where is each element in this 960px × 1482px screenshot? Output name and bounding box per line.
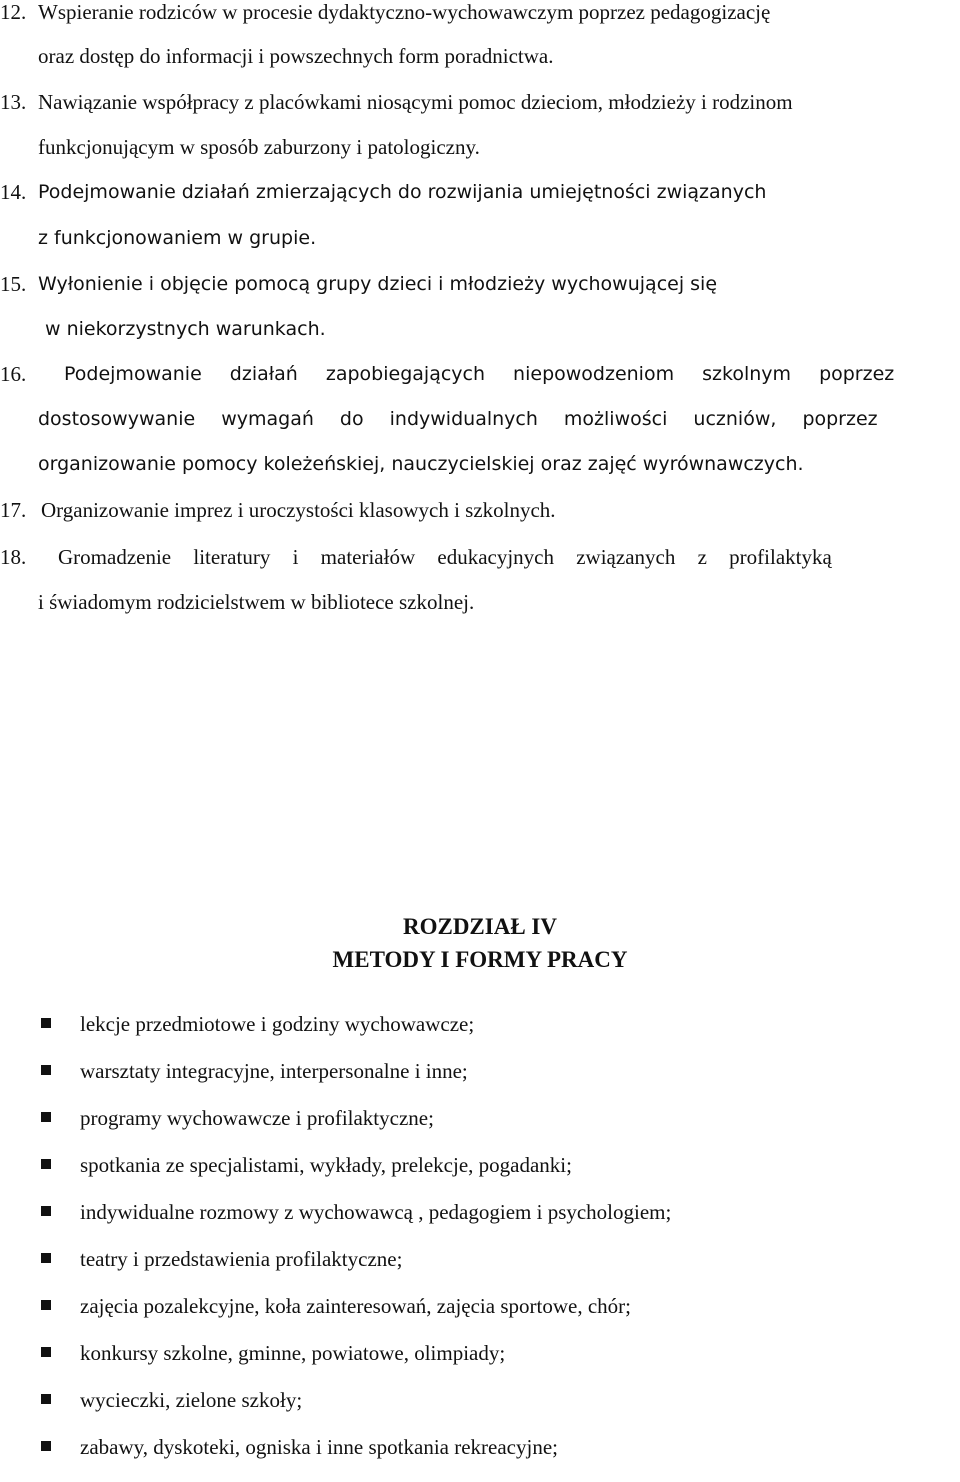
methods-list [0,1012,960,1482]
item-number: 12. [0,0,27,24]
item-text-line: Gromadzenie literatury i materiałów edukacyjnych związanych z profilaktyką [58,545,832,569]
item-text-line: Wyłonienie i objęcie pomocą grupy dzieci i młodzieży wychowującej się [38,273,718,295]
square-bullet-icon [41,1065,51,1075]
square-bullet-icon [41,1159,51,1169]
chapter-title: ROZDZIAŁ IV [402,914,557,939]
method-item [0,1388,960,1435]
method-item [0,1200,960,1247]
item-number: 18. [0,545,27,569]
item-text-line: Organizowanie imprez i uroczystości klasowych i szkolnych. [41,498,556,522]
square-bullet-icon [41,1441,51,1451]
method-text: spotkania ze specjalistami, wykłady, prelekcje, pogadanki; [80,1153,572,1177]
method-item [0,1106,960,1153]
item-number: 15. [0,272,27,296]
method-text: zabawy, dyskoteki, ogniska i inne spotkania rekreacyjne; [80,1435,558,1459]
item-text-line: Podejmowanie działań zapobiegających niepowodzeniom szkolnym poprzez [64,363,895,385]
item-number: 16. [0,362,27,386]
item-text-line: dostosowywanie wymagań do indywidualnych możliwości uczniów, poprzez [38,408,878,430]
square-bullet-icon [41,1347,51,1357]
method-item [0,1153,960,1200]
method-text: indywidualne rozmowy z wychowawcą , pedagogiem i psychologiem; [80,1200,672,1224]
chapter-subtitle: METODY I FORMY PRACY [332,947,628,972]
square-bullet-icon [41,1018,51,1028]
item-text-line: oraz dostęp do informacji i powszechnych form poradnictwa. [38,44,554,68]
method-text: programy wychowawcze i profilaktyczne; [80,1106,434,1130]
method-item [0,1294,960,1341]
item-text-line: z funkcjonowaniem w grupie. [38,227,317,249]
method-item [0,1341,960,1388]
item-text-line: Nawiązanie współpracy z placówkami niosącymi pomoc dzieciom, młodzieży i rodzinom [38,90,793,114]
method-text: zajęcia pozalekcyjne, koła zainteresowań, zajęcia sportowe, chór; [80,1294,631,1318]
square-bullet-icon [41,1206,51,1216]
item-text-line: w niekorzystnych warunkach. [45,318,326,340]
method-item [0,1012,960,1059]
item-text-line: Wspieranie rodziców w procesie dydaktyczno-wychowawczym poprzez pedagogizację [38,0,771,24]
method-text: konkursy szkolne, gminne, powiatowe, olimpiady; [80,1341,506,1365]
method-text: lekcje przedmiotowe i godziny wychowawcze; [80,1012,475,1036]
item-number: 14. [0,180,27,204]
item-number: 13. [0,90,27,114]
method-text: wycieczki, zielone szkoły; [80,1388,303,1412]
item-text-line: Podejmowanie działań zmierzających do rozwijania umiejętności związanych [38,181,767,203]
method-item [0,1247,960,1294]
square-bullet-icon [41,1253,51,1263]
square-bullet-icon [41,1300,51,1310]
item-number: 17. [0,498,27,522]
item-text-line: organizowanie pomocy koleżeńskiej, nauczycielskiej oraz zajęć wyrównawczych. [38,453,804,475]
method-item [0,1435,960,1482]
method-text: teatry i przedstawienia profilaktyczne; [80,1247,403,1271]
item-text-line: i świadomym rodzicielstwem w bibliotece szkolnej. [38,590,475,614]
item-text-line: funkcjonującym w sposób zaburzony i patologiczny. [38,135,480,159]
square-bullet-icon [41,1112,51,1122]
square-bullet-icon [41,1394,51,1404]
method-item [0,1059,960,1106]
method-text: warsztaty integracyjne, interpersonalne i inne; [80,1059,468,1083]
